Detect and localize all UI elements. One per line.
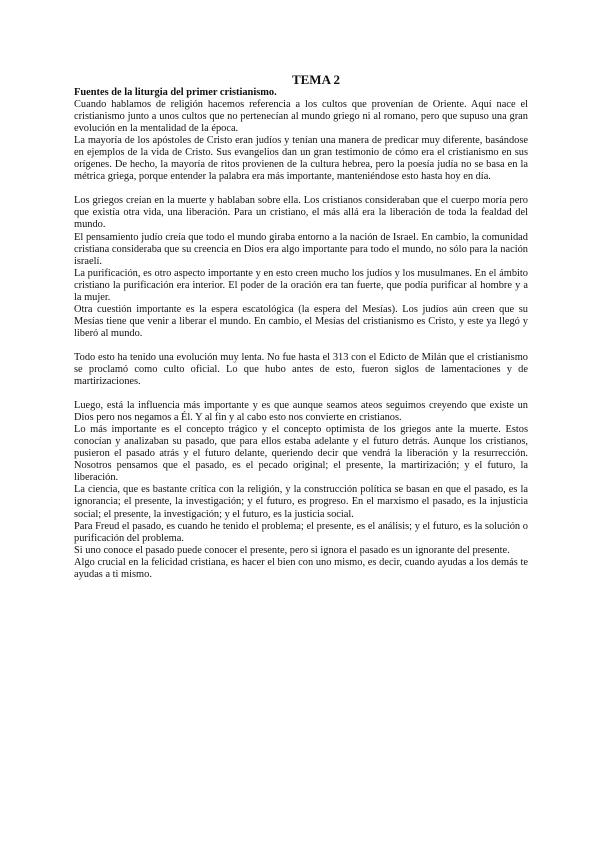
paragraph: Todo esto ha tenido una evolución muy lenta. No fue hasta el 313 con el Edicto de Milán que el cristianismo se proclamó como culto oficial. Lo que hubo antes de esto, fueron siglos de lamentaciones y de martirizaciones. [74, 351, 528, 388]
paragraph: Cuando hablamos de religión hacemos referencia a los cultos que provenían de Oriente. Aquí nace el cristianismo junto a unos cultos que no pertenecían al mundo griego ni al romano, pero que supuso una gran evolución en la mentalidad de la época. [74, 99, 528, 135]
section-heading: Fuentes de la liturgia del primer cristianismo. [74, 87, 277, 98]
paragraph-gap [74, 183, 528, 195]
paragraph: Los griegos creían en la muerte y hablaban sobre ella. Los cristianos consideraban que el cuerpo moría pero que existía otra vida, una liberación. Para un cristiano, el más allá era la liberación de toda la fealdad del mundo. [74, 195, 528, 231]
page-title: TEMA 2 [291, 72, 341, 87]
paragraph: La purificación, es otro aspecto importante y en esto creen mucho los judíos y los musulmanes. En el ámbito cristiano la purificación era interior. El poder de la oración era tan fuerte, que podía purificar al hombre y a la mujer. [74, 267, 528, 303]
paragraph: Si uno conoce el pasado puede conocer el presente, pero si ignora el pasado es un ignorante del presente. [74, 544, 510, 556]
paragraph: Lo más importante es el concepto trágico y el concepto optimista de los griegos ante la muerte. Estos conocían y analizaban su pasado, que para ellos estaba adelante y el futuro detrás. Aunque los cristianos, pusieron el pasado atrás y el futuro delante, queriendo decir que vendrá la liberación y la resurrección. Nosotros pensamos que el pasado, es el pecado original; el presente, la martirización; y el futuro, la liberación. [74, 424, 528, 484]
paragraph: El pensamiento judío creía que todo el mundo giraba entorno a la nación de Israel. En cambio, la comunidad cristiana consideraba que su creencia en Dios era algo importante para todo el mundo, no sólo para la nación israelí. [74, 231, 528, 267]
paragraph: Luego, está la influencia más importante y es que aunque seamos ateos seguimos creyendo que existe un Dios pero nos negamos a Él. Y al fin y al cabo esto nos convierte en cristianos. [74, 400, 528, 424]
paragraph: La ciencia, que es bastante crítica con la religión, y la construcción política se basan en que el pasado, es la ignorancia; el presente, la investigación; y el futuro, es progreso. En el marxismo el pasado, es la injusticia social; el presente, la investigación; y el futuro, es la justicia social. [74, 484, 528, 520]
paragraph: Algo crucial en la felicidad cristiana, es hacer el bien con uno mismo, es decir, cuando ayudas a los demás te ayudas a ti mismo. [74, 556, 528, 580]
paragraph: La mayoría de los apóstoles de Cristo eran judíos y tenían una manera de predicar muy diferente, basándose en ejemplos de la vida de Cristo. Sus evangelios dan un gran testimonio de cómo era el cristianismo en sus orígenes. De hecho, la mayoría de ritos provienen de la cultura hebrea, pero la poesía judía no se basa en la métrica griega, porque entender la palabra era más importante, manteniéndose esto hasta hoy en día. [74, 135, 528, 183]
document-body [74, 72, 528, 581]
paragraph: Otra cuestión importante es la espera escatológica (la espera del Mesías). Los judíos aún creen que su Mesías tiene que venir a liberar el mundo. En cambio, el Mesías del cristianismo es Cristo, y este ya llegó y liberó al mundo. [74, 303, 528, 339]
paragraph-gap [74, 340, 528, 352]
paragraph: Para Freud el pasado, es cuando he tenido el problema; el presente, es el análisis; y el futuro, es la solución o purificación del problema. [74, 520, 528, 544]
paragraph-gap [74, 388, 528, 400]
